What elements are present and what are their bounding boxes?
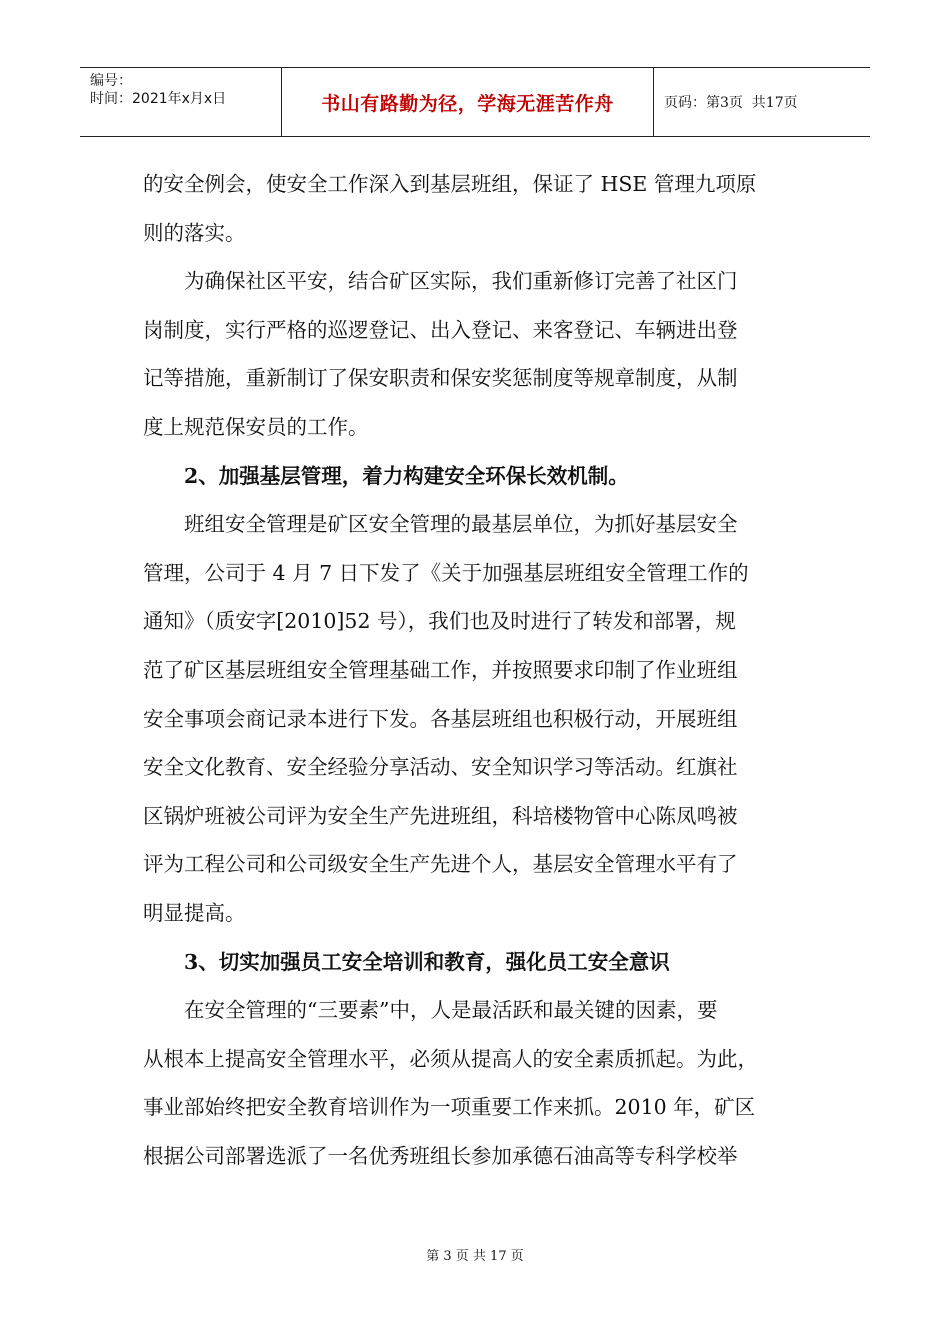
body-line: 范了矿区基层班组安全管理基础工作，并按照要求印制了作业班组 (143, 657, 738, 682)
time-label: 时间：2021年x月x日 (90, 91, 227, 107)
section-heading: 2、加强基层管理，着力构建安全环保长效机制。 (143, 463, 629, 488)
document-header (80, 67, 870, 137)
page-footer: 第 3 页 共 17 页 (426, 1249, 524, 1264)
body-line: 区锅炉班被公司评为安全生产先进班组，科培楼物管中心陈凤鸣被 (143, 803, 738, 828)
body-line: 班组安全管理是矿区安全管理的最基层单位，为抓好基层安全 (143, 512, 738, 537)
body-line: 从根本上提高安全管理水平，必须从提高人的安全素质抓起。为此， (143, 1046, 758, 1071)
body-line: 在安全管理的“三要素”中，人是最活跃和最关键的因素，要 (143, 998, 718, 1023)
body-line: 则的落实。 (143, 220, 246, 245)
body-line: 管理，公司于 4 月 7 日下发了《关于加强基层班组安全管理工作的 (143, 560, 749, 585)
body-line: 记等措施，重新制订了保安职责和保安奖惩制度等规章制度，从制 (143, 366, 738, 391)
body-line: 根据公司部署选派了一名优秀班组长参加承德石油高等专科学校举 (143, 1143, 738, 1168)
body-line: 的安全例会，使安全工作深入到基层班组，保证了 HSE 管理九项原 (143, 172, 757, 196)
body-line: 为确保社区平安，结合矿区实际，我们重新修订完善了社区门 (143, 269, 738, 294)
body-line: 安全事项会商记录本进行下发。各基层班组也积极行动，开展班组 (143, 706, 738, 731)
header-page-info: 页码：第3页 共17页 (664, 95, 798, 111)
section-heading: 3、切实加强员工安全培训和教育，强化员工安全意识 (143, 949, 670, 974)
body-line: 事业部始终把安全教育培训作为一项重要工作来抓。2010 年，矿区 (143, 1095, 756, 1120)
body-line: 岗制度，实行严格的巡逻登记、出入登记、来客登记、车辆进出登 (143, 317, 738, 342)
doc-number-label: 编号： (90, 73, 132, 89)
document-body (143, 160, 813, 1180)
body-line: 通知》（质安字[2010]52 号），我们也及时进行了转发和部署，规 (143, 609, 736, 634)
body-line: 安全文化教育、安全经验分享活动、安全知识学习等活动。红旗社 (143, 755, 738, 780)
body-line: 度上规范保安员的工作。 (143, 414, 369, 439)
body-line: 评为工程公司和公司级安全生产先进个人，基层安全管理水平有了 (143, 852, 738, 877)
header-meta (80, 68, 282, 136)
header-motto: 书山有路勤为径，学海无涯苦作舟 (282, 68, 654, 136)
body-line: 明显提高。 (143, 900, 246, 925)
